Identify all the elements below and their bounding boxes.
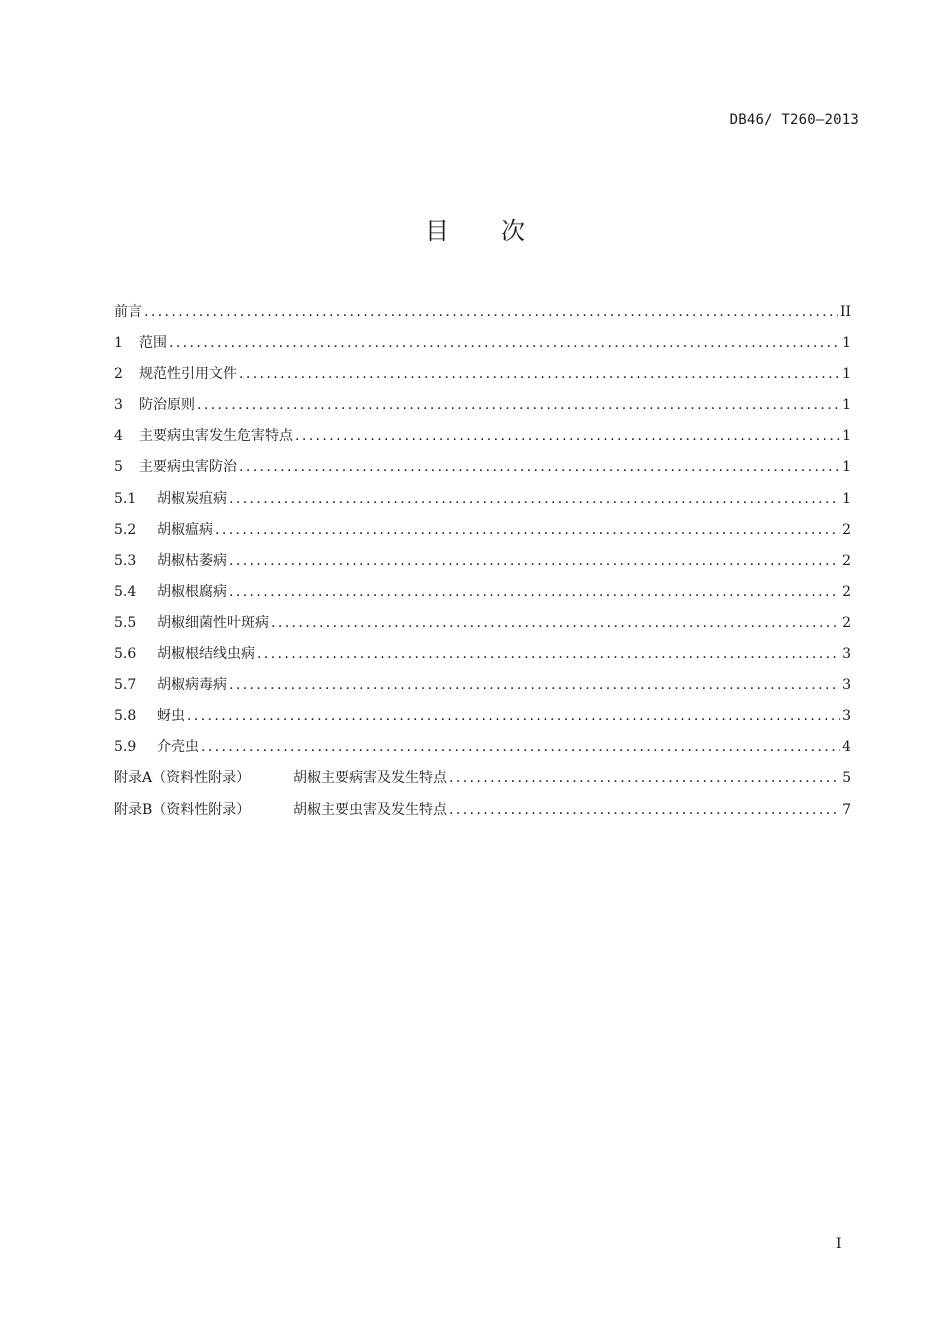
toc-leader-dots [197, 390, 840, 421]
table-of-contents [114, 297, 851, 826]
toc-leader-dots [215, 515, 840, 546]
toc-leader-dots [271, 608, 840, 639]
toc-entry-appendix-a[interactable] [114, 763, 851, 794]
toc-entry-label: 主要病虫害防治 [139, 459, 237, 476]
toc-entry-number: 5.4 [114, 583, 137, 600]
toc-entry-page: 2 [842, 552, 851, 569]
toc-entry-5[interactable] [114, 452, 851, 483]
toc-leader-dots [201, 732, 840, 763]
toc-entry-1[interactable] [114, 328, 851, 359]
toc-entry-page: 1 [842, 335, 851, 352]
toc-leader-dots [449, 795, 840, 826]
toc-entry-5-6[interactable] [114, 639, 851, 670]
toc-entry-number: 2 [114, 366, 123, 383]
toc-entry-page: 3 [842, 646, 851, 663]
toc-entry-label: 胡椒根腐病 [157, 583, 227, 600]
toc-leader-dots [229, 484, 840, 515]
toc-entry-number: 附录A（资料性附录） [114, 770, 251, 787]
toc-entry-page: 1 [842, 428, 851, 445]
toc-entry-number: 5.3 [114, 552, 137, 569]
toc-entry-5-9[interactable] [114, 732, 851, 763]
toc-entry-label: 范围 [139, 335, 167, 352]
toc-entry-page: 2 [842, 614, 851, 631]
page-title: 目次 [425, 217, 577, 245]
toc-entry-label: 胡椒根结线虫病 [157, 646, 255, 663]
toc-leader-dots [229, 546, 840, 577]
toc-entry-number: 附录B（资料性附录） [114, 801, 251, 818]
toc-entry-number: 4 [114, 428, 123, 445]
toc-leader-dots [239, 452, 840, 483]
toc-entry-5-7[interactable] [114, 670, 851, 701]
toc-entry-page: 2 [842, 583, 851, 600]
toc-entry-page: 3 [842, 708, 851, 725]
toc-entry-5-1[interactable] [114, 484, 851, 515]
toc-entry-page: 1 [842, 397, 851, 414]
toc-leader-dots [449, 763, 840, 794]
toc-entry-number: 5.6 [114, 646, 137, 663]
toc-entry-5-8[interactable] [114, 701, 851, 732]
toc-entry-foreword[interactable] [114, 297, 851, 328]
toc-entry-number: 1 [114, 335, 123, 352]
toc-entry-label: 胡椒瘟病 [157, 521, 213, 538]
toc-leader-dots [187, 701, 840, 732]
toc-entry-label: 规范性引用文件 [139, 366, 237, 383]
toc-entry-page: 7 [842, 801, 851, 818]
toc-leader-dots [257, 639, 840, 670]
page-number: I [836, 1236, 842, 1252]
toc-entry-number: 5.8 [114, 708, 137, 725]
toc-leader-dots [229, 577, 840, 608]
toc-entry-5-5[interactable] [114, 608, 851, 639]
toc-entry-appendix-b[interactable] [114, 795, 851, 826]
toc-entry-number: 5.7 [114, 677, 137, 694]
toc-entry-number: 5 [114, 459, 123, 476]
toc-leader-dots [229, 670, 840, 701]
toc-entry-label: 胡椒枯萎病 [157, 552, 227, 569]
toc-entry-label: 前言 [114, 304, 142, 320]
toc-entry-label: 胡椒病毒病 [157, 677, 227, 694]
toc-entry-label: 主要病虫害发生危害特点 [139, 428, 293, 445]
toc-entry-number: 5.5 [114, 614, 137, 631]
toc-entry-label: 胡椒炭疽病 [157, 490, 227, 507]
toc-leader-dots [169, 328, 840, 359]
toc-entry-number: 5.2 [114, 521, 137, 538]
toc-entry-number: 5.9 [114, 739, 137, 756]
toc-entry-page: 1 [842, 366, 851, 383]
toc-entry-5-4[interactable] [114, 577, 851, 608]
toc-entry-page: 3 [842, 677, 851, 694]
toc-entry-number: 5.1 [114, 490, 137, 507]
toc-entry-label: 介壳虫 [157, 739, 199, 756]
toc-entry-5-3[interactable] [114, 546, 851, 577]
toc-entry-label: 胡椒主要虫害及发生特点 [293, 801, 447, 818]
toc-leader-dots [144, 297, 838, 328]
toc-entry-label: 蚜虫 [157, 708, 185, 725]
toc-leader-dots [239, 359, 840, 390]
toc-leader-dots [295, 421, 840, 452]
toc-entry-label: 防治原则 [139, 397, 195, 414]
toc-entry-page: 1 [842, 490, 851, 507]
toc-entry-label: 胡椒主要病害及发生特点 [293, 770, 447, 787]
toc-entry-page: II [839, 304, 851, 320]
toc-entry-5-2[interactable] [114, 515, 851, 546]
toc-entry-page: 5 [842, 770, 851, 787]
toc-entry-2[interactable] [114, 359, 851, 390]
toc-entry-3[interactable] [114, 390, 851, 421]
toc-entry-4[interactable] [114, 421, 851, 452]
toc-entry-page: 2 [842, 521, 851, 538]
toc-entry-label: 胡椒细菌性叶斑病 [157, 614, 269, 631]
toc-entry-number: 3 [114, 397, 123, 414]
toc-entry-page: 4 [842, 739, 851, 756]
standard-code: DB46/ T260—2013 [729, 112, 859, 128]
toc-entry-page: 1 [842, 459, 851, 476]
